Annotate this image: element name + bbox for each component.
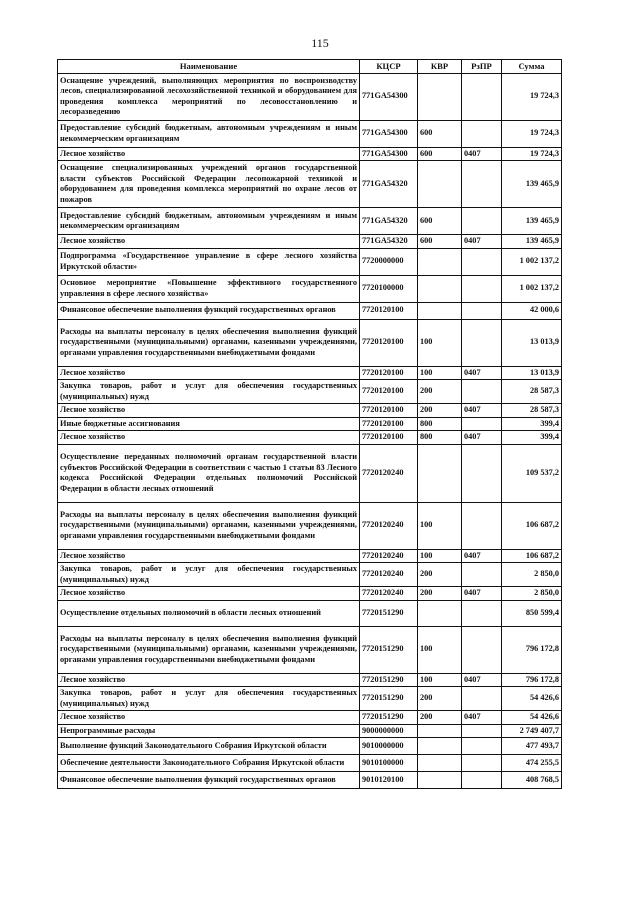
row-name: Закупка товаров, работ и услуг для обеспечения государственных (муниципальных) нужд: [58, 380, 360, 404]
table-row: [58, 417, 562, 431]
table-row: [58, 626, 562, 673]
row-kvr: 200: [418, 563, 462, 587]
header-rzpr: РзПР: [462, 60, 502, 74]
row-sum: 399,4: [502, 431, 562, 445]
row-name: Лесное хозяйство: [58, 431, 360, 445]
row-kvr: [418, 444, 462, 502]
row-name: Лесное хозяйство: [58, 549, 360, 563]
table-row: [58, 431, 562, 445]
table-row: [58, 319, 562, 366]
row-sum: 2 850,0: [502, 563, 562, 587]
budget-table: [57, 59, 562, 789]
row-kcsr: 7720120100: [360, 319, 418, 366]
row-kcsr: 7720120100: [360, 417, 418, 431]
row-kvr: 200: [418, 687, 462, 711]
row-kcsr: 771GA54300: [360, 120, 418, 147]
row-name: Осуществление переданных полномочий органам государственной власти субъектов Российской Федерации в соответствии с частью 1 статьи 83 Лесного кодекса Российской Федерации отдельных полномочий Российской Федерации в области лесных отношений: [58, 444, 360, 502]
row-sum: 2 749 407,7: [502, 724, 562, 738]
row-sum: 477 493,7: [502, 738, 562, 755]
table-row: [58, 711, 562, 725]
row-name: Лесное хозяйство: [58, 404, 360, 418]
row-kcsr: 771GA54300: [360, 147, 418, 161]
header-sum: Сумма: [502, 60, 562, 74]
table-row: [58, 404, 562, 418]
row-sum: 19 724,3: [502, 147, 562, 161]
row-name: Финансовое обеспечение выполнения функций государственных органов: [58, 772, 360, 789]
row-kvr: 100: [418, 319, 462, 366]
row-name: Лесное хозяйство: [58, 147, 360, 161]
table-row: [58, 275, 562, 302]
row-name: Выполнение функций Законодательного Собрания Иркутской области: [58, 738, 360, 755]
row-name: Закупка товаров, работ и услуг для обеспечения государственных (муниципальных) нужд: [58, 563, 360, 587]
table-row: [58, 302, 562, 319]
row-name: Обеспечение деятельности Законодательного Собрания Иркутской области: [58, 755, 360, 772]
row-rzpr: [462, 444, 502, 502]
row-sum: 54 426,6: [502, 711, 562, 725]
header-name: Наименование: [58, 60, 360, 74]
row-sum: 796 172,8: [502, 673, 562, 687]
row-rzpr: 0407: [462, 549, 502, 563]
row-sum: 13 013,9: [502, 319, 562, 366]
row-rzpr: [462, 73, 502, 120]
row-kcsr: 7720120240: [360, 502, 418, 549]
row-name: Осуществление отдельных полномочий в области лесных отношений: [58, 600, 360, 626]
row-kvr: 100: [418, 626, 462, 673]
row-name: Иные бюджетные ассигнования: [58, 417, 360, 431]
row-kvr: 800: [418, 417, 462, 431]
row-sum: 19 724,3: [502, 120, 562, 147]
row-rzpr: [462, 772, 502, 789]
row-sum: 54 426,6: [502, 687, 562, 711]
row-kvr: 600: [418, 208, 462, 235]
row-rzpr: 0407: [462, 587, 502, 601]
table-row: [58, 73, 562, 120]
row-name: Лесное хозяйство: [58, 673, 360, 687]
row-rzpr: [462, 738, 502, 755]
row-name: Оснащение специализированных учреждений органов государственной власти субъектов Российской Федерации лесопожарной техникой и оборудованием для проведения комплекса мероприятий по охране лесов от пожаров: [58, 161, 360, 208]
table-row: [58, 563, 562, 587]
table-body: [58, 73, 562, 789]
row-sum: 850 599,4: [502, 600, 562, 626]
row-rzpr: 0407: [462, 235, 502, 249]
row-kcsr: 7720120240: [360, 549, 418, 563]
row-kvr: [418, 161, 462, 208]
row-name: Расходы на выплаты персоналу в целях обеспечения выполнения функций государственными (муниципальными) органами, казенными учреждениями, органами управления государственными внебюджетными фондами: [58, 502, 360, 549]
row-sum: 109 537,2: [502, 444, 562, 502]
row-rzpr: [462, 502, 502, 549]
row-rzpr: 0407: [462, 673, 502, 687]
row-sum: 106 687,2: [502, 502, 562, 549]
row-rzpr: [462, 208, 502, 235]
table-row: [58, 380, 562, 404]
row-name: Закупка товаров, работ и услуг для обеспечения государственных (муниципальных) нужд: [58, 687, 360, 711]
row-rzpr: [462, 563, 502, 587]
row-kvr: [418, 302, 462, 319]
row-kvr: 200: [418, 380, 462, 404]
row-name: Предоставление субсидий бюджетным, автономным учреждениям и иным некоммерческим организациям: [58, 208, 360, 235]
row-kvr: [418, 772, 462, 789]
row-kvr: [418, 724, 462, 738]
row-name: Предоставление субсидий бюджетным, автономным учреждениям и иным некоммерческим организациям: [58, 120, 360, 147]
row-kcsr: 7720120240: [360, 563, 418, 587]
row-kvr: 100: [418, 673, 462, 687]
table-row: [58, 549, 562, 563]
row-kvr: 100: [418, 366, 462, 380]
row-name: Расходы на выплаты персоналу в целях обеспечения выполнения функций государственными (муниципальными) органами, казенными учреждениями, органами управления государственными внебюджетными фондами: [58, 319, 360, 366]
row-kcsr: 7720000000: [360, 248, 418, 275]
table-row: [58, 502, 562, 549]
table-row: [58, 772, 562, 789]
header-kvr: КВР: [418, 60, 462, 74]
row-kcsr: 771GA54320: [360, 235, 418, 249]
table-row: [58, 444, 562, 502]
row-rzpr: [462, 626, 502, 673]
row-sum: 28 587,3: [502, 404, 562, 418]
row-rzpr: [462, 687, 502, 711]
row-name: Лесное хозяйство: [58, 235, 360, 249]
table-row: [58, 120, 562, 147]
row-name: Лесное хозяйство: [58, 711, 360, 725]
header-kcsr: КЦСР: [360, 60, 418, 74]
row-kvr: 200: [418, 711, 462, 725]
row-name: Лесное хозяйство: [58, 366, 360, 380]
row-kcsr: 7720120100: [360, 431, 418, 445]
row-sum: 408 768,5: [502, 772, 562, 789]
row-rzpr: [462, 600, 502, 626]
row-rzpr: [462, 275, 502, 302]
row-kcsr: 771GA54320: [360, 161, 418, 208]
row-name: Подпрограмма «Государственное управление в сфере лесного хозяйства Иркутской области»: [58, 248, 360, 275]
row-kvr: 200: [418, 587, 462, 601]
row-name: Финансовое обеспечение выполнения функций государственных органов: [58, 302, 360, 319]
row-rzpr: [462, 120, 502, 147]
table-row: [58, 208, 562, 235]
row-sum: 13 013,9: [502, 366, 562, 380]
table-row: [58, 248, 562, 275]
row-kcsr: 7720151290: [360, 711, 418, 725]
row-rzpr: [462, 248, 502, 275]
row-sum: 19 724,3: [502, 73, 562, 120]
row-rzpr: [462, 161, 502, 208]
row-kcsr: 7720120100: [360, 380, 418, 404]
row-name: Оснащение учреждений, выполняющих мероприятия по воспроизводству лесов, специализированной лесохозяйственной техникой и оборудованием для проведения комплекса мероприятий по лесовосстановлению и лесоразведению: [58, 73, 360, 120]
row-rzpr: [462, 319, 502, 366]
row-sum: 139 465,9: [502, 235, 562, 249]
row-kcsr: 9010120100: [360, 772, 418, 789]
row-rzpr: 0407: [462, 404, 502, 418]
row-kcsr: 7720120240: [360, 444, 418, 502]
table-row: [58, 366, 562, 380]
row-sum: 28 587,3: [502, 380, 562, 404]
table-row: [58, 147, 562, 161]
table-row: [58, 673, 562, 687]
page-number: 115: [311, 36, 329, 50]
row-kvr: [418, 275, 462, 302]
row-kcsr: 7720120240: [360, 587, 418, 601]
row-name: Лесное хозяйство: [58, 587, 360, 601]
row-kvr: 100: [418, 502, 462, 549]
row-kcsr: 7720151290: [360, 673, 418, 687]
row-rzpr: 0407: [462, 711, 502, 725]
row-sum: 139 465,9: [502, 161, 562, 208]
row-sum: 42 000,6: [502, 302, 562, 319]
row-rzpr: 0407: [462, 431, 502, 445]
row-rzpr: [462, 302, 502, 319]
row-kcsr: 9010000000: [360, 738, 418, 755]
row-sum: 796 172,8: [502, 626, 562, 673]
row-kcsr: 9000000000: [360, 724, 418, 738]
row-name: Непрограммные расходы: [58, 724, 360, 738]
row-kvr: 800: [418, 431, 462, 445]
row-kvr: 200: [418, 404, 462, 418]
table-row: [58, 755, 562, 772]
row-kvr: 600: [418, 147, 462, 161]
table-row: [58, 161, 562, 208]
row-sum: 1 002 137,2: [502, 275, 562, 302]
row-sum: 474 255,5: [502, 755, 562, 772]
table-header-row: [58, 60, 562, 74]
row-rzpr: 0407: [462, 366, 502, 380]
row-kcsr: 7720120100: [360, 404, 418, 418]
row-kcsr: 7720151290: [360, 600, 418, 626]
table-row: [58, 738, 562, 755]
row-kvr: [418, 73, 462, 120]
row-kvr: [418, 248, 462, 275]
row-kcsr: 7720120100: [360, 366, 418, 380]
row-kvr: 600: [418, 120, 462, 147]
row-name: Основное мероприятие «Повышение эффективного государственного управления в сфере лесного хозяйства»: [58, 275, 360, 302]
row-kcsr: 7720100000: [360, 275, 418, 302]
table-row: [58, 687, 562, 711]
row-kvr: 600: [418, 235, 462, 249]
row-name: Расходы на выплаты персоналу в целях обеспечения выполнения функций государственными (муниципальными) органами, казенными учреждениями, органами управления государственными внебюджетными фондами: [58, 626, 360, 673]
row-sum: 1 002 137,2: [502, 248, 562, 275]
row-sum: 2 850,0: [502, 587, 562, 601]
row-kcsr: 7720120100: [360, 302, 418, 319]
row-kvr: [418, 755, 462, 772]
table-row: [58, 600, 562, 626]
row-sum: 139 465,9: [502, 208, 562, 235]
row-rzpr: [462, 724, 502, 738]
row-kcsr: 771GA54320: [360, 208, 418, 235]
row-kcsr: 9010100000: [360, 755, 418, 772]
table-row: [58, 724, 562, 738]
row-sum: 106 687,2: [502, 549, 562, 563]
row-kvr: [418, 600, 462, 626]
row-kcsr: 7720151290: [360, 687, 418, 711]
row-sum: 399,4: [502, 417, 562, 431]
table-row: [58, 587, 562, 601]
row-rzpr: [462, 380, 502, 404]
row-rzpr: [462, 417, 502, 431]
row-kvr: 100: [418, 549, 462, 563]
row-rzpr: [462, 755, 502, 772]
row-kcsr: 771GA54300: [360, 73, 418, 120]
table-row: [58, 235, 562, 249]
row-kvr: [418, 738, 462, 755]
row-rzpr: 0407: [462, 147, 502, 161]
row-kcsr: 7720151290: [360, 626, 418, 673]
